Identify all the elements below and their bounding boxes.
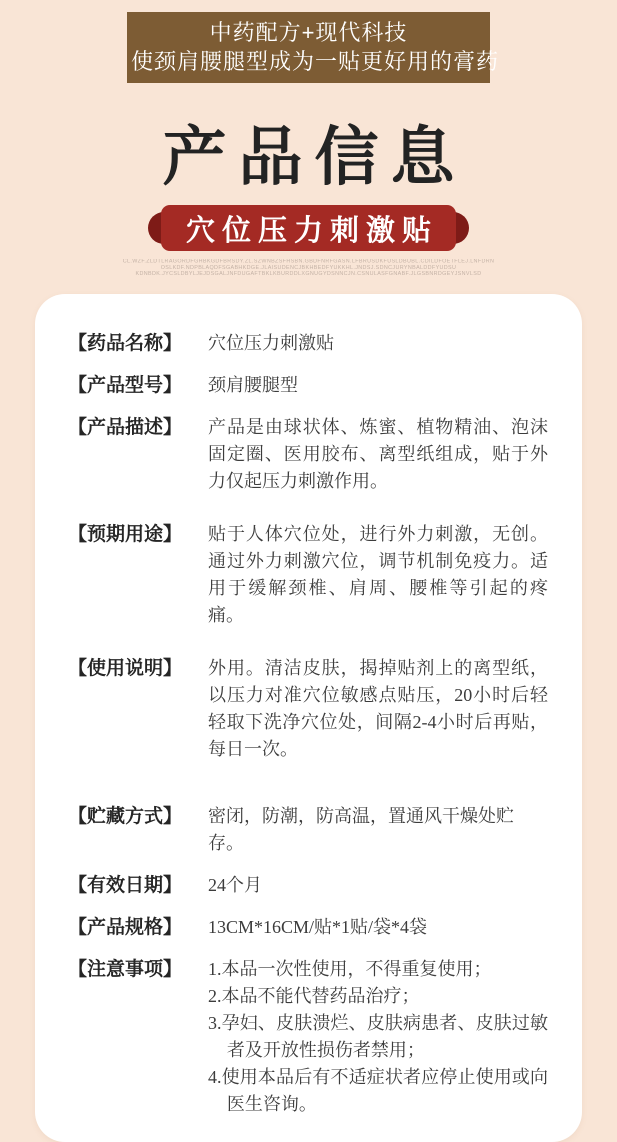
product-info-card bbox=[35, 294, 582, 1142]
row-label: 【产品规格】 bbox=[68, 917, 183, 939]
fine-print-line: KDNBDK.JYCSLDBYLJEJDSGALJNFDUGAFTBKLKBURDDLXGNUGYDSNNCJN.CSNULASFGNABF.JLGSBNRDGEYJSNVLSD bbox=[135, 272, 482, 278]
product-info-page bbox=[0, 12, 617, 1115]
precaution-item: 3.孕妇、皮肤溃烂、皮肤病患者、皮肤过敏者及开放性损伤者禁用； bbox=[208, 1013, 548, 1061]
row-value: 外用。清洁皮肤，揭掉贴剂上的离型纸，以压力对准穴位敏感点贴压，20小时后轻轻取下洗净穴位处，间隔2-4小时后再贴，每日一次。 bbox=[208, 658, 548, 760]
row-value: 13CM*16CM/贴*1贴/袋*4袋 bbox=[208, 917, 428, 938]
fine-print-line: OSLKDF.NDPBLAQDFSGABHKDGE.JLAISUDENCJBKHBEDFYUKKHL.JNDSJ.SDNCJURYNBALDDFYUDSU bbox=[160, 265, 457, 272]
row-label: 【药品名称】 bbox=[68, 333, 183, 355]
row-label: 【贮藏方式】 bbox=[68, 806, 183, 828]
row-label: 【注意事项】 bbox=[68, 959, 183, 981]
row-value: 24个月 bbox=[208, 875, 262, 896]
row-label: 【产品型号】 bbox=[68, 375, 183, 397]
precautions-list bbox=[208, 956, 548, 1118]
banner-line-1: 中药配方+现代科技 bbox=[209, 20, 408, 45]
row-value: 颈肩腰腿型 bbox=[208, 375, 298, 396]
decorative-fine-print bbox=[31, 259, 586, 278]
row-value: 穴位压力刺激贴 bbox=[208, 333, 334, 354]
ribbon-wrap bbox=[0, 205, 617, 251]
row-label: 【使用说明】 bbox=[68, 658, 183, 680]
precaution-item: 4.使用本品后有不适症状者应停止使用或向医生咨询。 bbox=[208, 1067, 548, 1115]
precaution-item: 1.本品一次性使用，不得重复使用； bbox=[208, 959, 492, 980]
row-precautions bbox=[68, 956, 548, 1118]
row-product-description bbox=[68, 414, 548, 495]
row-product-model bbox=[68, 372, 548, 399]
row-intended-use bbox=[68, 521, 548, 629]
product-name-ribbon bbox=[161, 205, 456, 251]
fine-print-line: CL.WZF.ZLDTLRAGORDFGHBKGDFBRSDY.ZL.SZWNBZSFHSBN.GBDFNRFGASN.LFBRUSDKFUSLDBUBL.CDILDFOETFLEJ.LNFDRN bbox=[122, 259, 495, 265]
row-storage-method bbox=[68, 803, 548, 857]
row-label: 【有效日期】 bbox=[68, 875, 183, 897]
row-label: 【预期用途】 bbox=[68, 524, 183, 546]
top-banner bbox=[127, 12, 500, 83]
row-value: 产品是由球状体、炼蜜、植物精油、泡沫固定圈、医用胶布、离型纸组成，贴于外力仅起压力刺激作用。 bbox=[208, 417, 548, 492]
precaution-item: 2.本品不能代替药品治疗； bbox=[208, 986, 420, 1007]
row-value: 贴于人体穴位处，进行外力刺激，无创。通过外力刺激穴位，调节机制免疫力。适用于缓解颈椎、肩周、腰椎等引起的疼痛。 bbox=[208, 524, 548, 626]
row-product-spec bbox=[68, 914, 548, 941]
ribbon-label: 穴位压力刺激贴 bbox=[185, 214, 438, 247]
banner-line-2: 使颈肩腰腿型成为一贴更好用的膏药 bbox=[131, 49, 500, 74]
row-usage-instructions bbox=[68, 655, 548, 763]
row-drug-name bbox=[68, 330, 548, 357]
row-label: 【产品描述】 bbox=[68, 417, 183, 439]
row-value: 密闭，防潮，防高温，置通风干燥处贮存。 bbox=[208, 806, 514, 854]
row-validity-period bbox=[68, 872, 548, 899]
page-title: 产品信息 bbox=[162, 120, 467, 195]
